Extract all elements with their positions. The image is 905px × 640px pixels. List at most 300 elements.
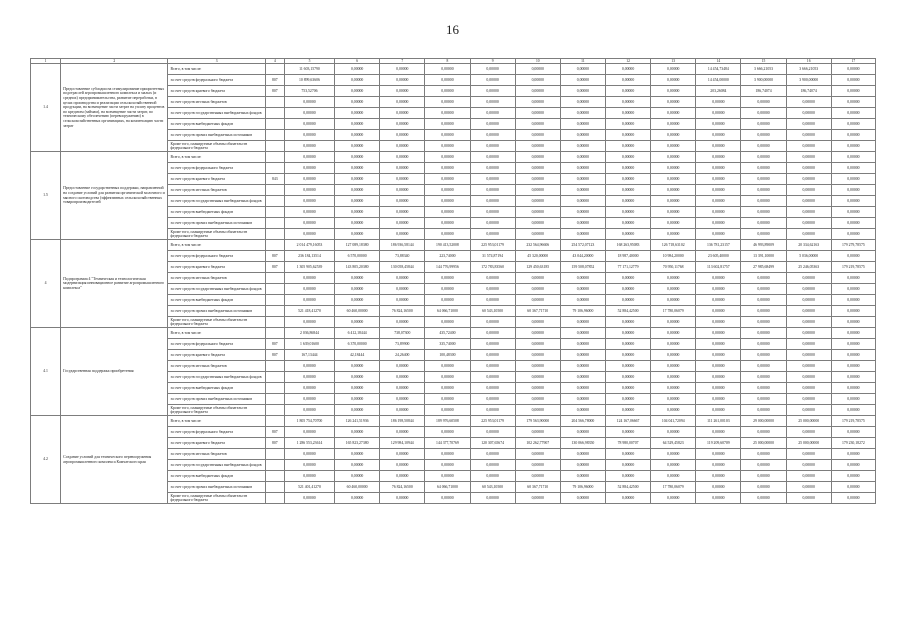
amount-cell: 232 564,96606 (515, 240, 560, 251)
budget-code (265, 119, 284, 130)
amount-cell: 0,00000 (741, 328, 786, 339)
amount-cell: 60 543,10500 (470, 482, 515, 493)
amount-cell: 0,00000 (380, 97, 425, 108)
amount-cell: 0,00000 (831, 372, 875, 383)
amount-cell: 6 570,00000 (335, 251, 380, 262)
column-header: 15 (741, 59, 786, 64)
amount-cell: 0,00000 (696, 97, 741, 108)
amount-cell: 0,00000 (284, 130, 334, 141)
amount-cell: 6 370,00000 (335, 339, 380, 350)
funding-source: Кроме того, планируемые объемы обязательств федерального бюджета (168, 141, 265, 152)
budget-code (265, 383, 284, 394)
funding-source: за счет средств краевого бюджета (168, 86, 265, 97)
amount-cell: 0,00000 (284, 163, 334, 174)
amount-cell: 0,00000 (380, 130, 425, 141)
amount-cell: 0,00000 (605, 460, 650, 471)
amount-cell: 0,00000 (696, 493, 741, 504)
amount-cell: 0,00000 (425, 383, 470, 394)
amount-cell: 0,00000 (284, 185, 334, 196)
amount-cell: 0,00000 (470, 185, 515, 196)
amount-cell: 0,00000 (284, 273, 334, 284)
amount-cell: 3 900,00000 (741, 75, 786, 86)
amount-cell: 0,00000 (425, 75, 470, 86)
amount-cell: 0,00000 (605, 130, 650, 141)
column-header: 4 (265, 59, 284, 64)
amount-cell: 0,00000 (515, 185, 560, 196)
amount-cell: 0,00000 (831, 108, 875, 119)
amount-cell: 0,00000 (786, 97, 831, 108)
amount-cell: 0,00000 (651, 405, 696, 416)
amount-cell: 0,00000 (786, 185, 831, 196)
amount-cell: 0,00000 (380, 405, 425, 416)
amount-cell: 0,00000 (380, 493, 425, 504)
amount-cell: 0,00000 (651, 493, 696, 504)
amount-cell: 0,00000 (560, 130, 605, 141)
amount-cell: 3 900,00000 (786, 75, 831, 86)
amount-cell: 17 780,06079 (651, 306, 696, 317)
amount-cell: 0,00000 (380, 218, 425, 229)
amount-cell: 0,00000 (651, 152, 696, 163)
funding-source: за счет средств внебюджетных фондов (168, 295, 265, 306)
amount-cell: 0,00000 (335, 295, 380, 306)
amount-cell: 43 044,20000 (560, 251, 605, 262)
amount-cell: 179 563,90000 (515, 416, 560, 427)
funding-source: за счет средств краевого бюджета (168, 350, 265, 361)
amount-cell: 0,00000 (470, 64, 515, 75)
budget-code (265, 471, 284, 482)
amount-cell: 0,00000 (696, 163, 741, 174)
amount-cell: 0,00000 (335, 207, 380, 218)
amount-cell: 0,00000 (335, 119, 380, 130)
budget-code (265, 284, 284, 295)
budget-code (265, 493, 284, 504)
budget-code (265, 218, 284, 229)
amount-cell: 0,00000 (380, 372, 425, 383)
amount-cell: 0,00000 (786, 394, 831, 405)
section-name: Создание условий для технического перевооружения агропромышленного комплекса Камчатского края (61, 416, 168, 504)
amount-cell: 0,00000 (696, 141, 741, 152)
amount-cell: 0,00000 (831, 482, 875, 493)
amount-cell: 0,00000 (741, 471, 786, 482)
amount-cell: 29 000,00000 (741, 416, 786, 427)
amount-cell: 0,00000 (335, 141, 380, 152)
amount-cell: 0,00000 (380, 361, 425, 372)
amount-cell: 186,74074 (786, 86, 831, 97)
amount-cell: 0,00000 (470, 108, 515, 119)
amount-cell: 0,00000 (605, 317, 650, 328)
amount-cell: 0,00000 (560, 152, 605, 163)
column-header: 1 (31, 59, 61, 64)
amount-cell: 0,00000 (831, 460, 875, 471)
amount-cell: 0,00000 (786, 482, 831, 493)
amount-cell: 76 824,16500 (380, 306, 425, 317)
amount-cell: 0,00000 (515, 427, 560, 438)
amount-cell: 0,00000 (335, 97, 380, 108)
amount-cell: 0,00000 (470, 328, 515, 339)
amount-cell: 0,00000 (284, 317, 334, 328)
amount-cell: 0,00000 (696, 295, 741, 306)
amount-cell: 0,00000 (515, 372, 560, 383)
amount-cell: 25 246,05363 (786, 262, 831, 273)
amount-cell: 0,00000 (425, 163, 470, 174)
amount-cell: 0,00000 (651, 295, 696, 306)
funding-source: Кроме того, планируемые объемы обязательств федерального бюджета (168, 229, 265, 240)
amount-cell: 0,00000 (786, 284, 831, 295)
amount-cell: 31 574,87194 (470, 251, 515, 262)
amount-cell: 0,00000 (786, 372, 831, 383)
amount-cell: 0,00000 (560, 339, 605, 350)
budget-code (265, 229, 284, 240)
amount-cell: 0,00000 (696, 174, 741, 185)
amount-cell: 3 666,21053 (786, 64, 831, 75)
amount-cell: 1 305 905,62539 (284, 262, 334, 273)
amount-cell: 0,00000 (425, 471, 470, 482)
amount-cell: 23 605,40000 (696, 251, 741, 262)
amount-cell: 0,00000 (335, 229, 380, 240)
amount-cell: 0,00000 (831, 273, 875, 284)
amount-cell: 64 529,45823 (651, 438, 696, 449)
amount-cell: 0,00000 (335, 218, 380, 229)
amount-cell: 0,00000 (741, 207, 786, 218)
amount-cell: 129 984,10944 (380, 438, 425, 449)
amount-cell: 0,00000 (831, 130, 875, 141)
funding-source: за счет средств краевого бюджета (168, 438, 265, 449)
amount-cell: 0,00000 (284, 394, 334, 405)
budget-code (265, 163, 284, 174)
amount-cell: 0,00000 (515, 86, 560, 97)
amount-cell: 60 543,10500 (470, 306, 515, 317)
amount-cell: 5 036,00000 (786, 251, 831, 262)
budget-code (265, 361, 284, 372)
amount-cell: 0,00000 (605, 471, 650, 482)
amount-cell: 0,00000 (605, 207, 650, 218)
amount-cell: 0,00000 (786, 328, 831, 339)
amount-cell: 27 985,68499 (741, 262, 786, 273)
funding-source: за счет средств внебюджетных фондов (168, 471, 265, 482)
amount-cell: 0,00000 (515, 405, 560, 416)
amount-cell: 0,00000 (470, 152, 515, 163)
amount-cell: 0,00000 (786, 361, 831, 372)
amount-cell: 0,00000 (425, 372, 470, 383)
amount-cell: 0,00000 (515, 64, 560, 75)
amount-cell: 0,00000 (380, 207, 425, 218)
amount-cell: 0,00000 (696, 130, 741, 141)
amount-cell: 100,48300 (425, 350, 470, 361)
amount-cell: 0,00000 (741, 372, 786, 383)
amount-cell: 0,00000 (696, 350, 741, 361)
amount-cell: 0,00000 (560, 207, 605, 218)
funding-source: за счет средств местных бюджетов (168, 449, 265, 460)
amount-cell: 0,00000 (470, 405, 515, 416)
amount-cell: 0,00000 (605, 108, 650, 119)
amount-cell: 0,00000 (786, 339, 831, 350)
budget-code (265, 130, 284, 141)
amount-cell: 3 666,21053 (741, 64, 786, 75)
amount-cell: 127 089,18380 (335, 240, 380, 251)
table-row (31, 64, 876, 75)
amount-cell: 0,00000 (651, 119, 696, 130)
amount-cell: 0,00000 (741, 306, 786, 317)
amount-cell: 0,00000 (515, 460, 560, 471)
amount-cell: 0,00000 (515, 350, 560, 361)
amount-cell: 119 209,60709 (696, 438, 741, 449)
amount-cell: 0,00000 (831, 152, 875, 163)
amount-cell: 189 976,60508 (425, 416, 470, 427)
funding-source: за счет средств государственных внебюджетных фондов (168, 108, 265, 119)
amount-cell: 0,00000 (651, 64, 696, 75)
section-name: Предоставление государственных поддержки, направленной на создание условий для развития органической молочного и мясного скотоводства (эффективных сельскохозяйственных товаропроизводителей (61, 152, 168, 240)
amount-cell: 102 262,77907 (515, 438, 560, 449)
amount-cell: 0,00000 (425, 317, 470, 328)
amount-cell: 0,00000 (831, 394, 875, 405)
section-name: Предоставление субсидии на стимулирование приоритетных подотраслей агропромышленного комплекса и малых (и средних) предпринимательства, развитие переработки, в целях производства и реализации сельскохозяйственной продукции, на возмещение части затрат на уплату процентов по кредитам (займам), на возмещение части затрат, по техническому обеспечению (перевооружению) в сельскохозяйственных организациях, на компенсацию части затрат (61, 64, 168, 152)
amount-cell: 0,00000 (605, 284, 650, 295)
amount-cell: 0,00000 (425, 141, 470, 152)
amount-cell: 0,00000 (651, 460, 696, 471)
amount-cell: 0,00000 (470, 119, 515, 130)
amount-cell: 0,00000 (741, 196, 786, 207)
amount-cell: 0,00000 (425, 196, 470, 207)
budget-code (265, 416, 284, 427)
amount-cell: 0,00000 (425, 394, 470, 405)
amount-cell: 0,00000 (425, 185, 470, 196)
amount-cell: 144 377,70769 (425, 438, 470, 449)
amount-cell: 0,00000 (470, 449, 515, 460)
amount-cell: 0,00000 (380, 427, 425, 438)
amount-cell: 167,13444 (284, 350, 334, 361)
funding-source: за счет средств федерального бюджета (168, 427, 265, 438)
amount-cell: 0,00000 (605, 361, 650, 372)
amount-cell: 172 783,83560 (470, 262, 515, 273)
amount-cell: 129 450,63185 (515, 262, 560, 273)
column-header: 10 (515, 59, 560, 64)
amount-cell: 0,00000 (741, 119, 786, 130)
amount-cell: 0,00000 (284, 383, 334, 394)
funding-source: Кроме того, планируемые объемы обязательств федерального бюджета (168, 405, 265, 416)
amount-cell: 0,00000 (696, 152, 741, 163)
amount-cell: 0,00000 (831, 75, 875, 86)
amount-cell: 0,00000 (380, 229, 425, 240)
amount-cell: 0,00000 (831, 196, 875, 207)
table-body (31, 59, 876, 504)
amount-cell: 0,00000 (425, 64, 470, 75)
budget-code (265, 152, 284, 163)
amount-cell: 0,00000 (470, 460, 515, 471)
funding-source: за счет средств федерального бюджета (168, 251, 265, 262)
funding-source: за счет средств внебюджетных фондов (168, 119, 265, 130)
amount-cell: 0,00000 (470, 339, 515, 350)
amount-cell: 0,00000 (741, 108, 786, 119)
amount-cell: 79 106,96000 (560, 306, 605, 317)
amount-cell: 0,00000 (831, 119, 875, 130)
amount-cell: 521 418,41270 (284, 306, 334, 317)
amount-cell: 0,00000 (696, 394, 741, 405)
amount-cell: 0,00000 (831, 383, 875, 394)
amount-cell: 1 639,01600 (284, 339, 334, 350)
budget-code (265, 317, 284, 328)
amount-cell: 0,00000 (605, 218, 650, 229)
funding-source: за счет средств прочих внебюджетных источников (168, 482, 265, 493)
amount-cell: 0,00000 (831, 317, 875, 328)
amount-cell: 0,00000 (284, 493, 334, 504)
amount-cell: 0,00000 (470, 75, 515, 86)
amount-cell: 0,00000 (741, 295, 786, 306)
amount-cell: 0,00000 (515, 196, 560, 207)
amount-cell: 0,00000 (470, 163, 515, 174)
amount-cell: 0,00000 (651, 284, 696, 295)
amount-cell: 0,00000 (515, 119, 560, 130)
funding-source: за счет средств прочих внебюджетных источников (168, 130, 265, 141)
column-header: 3 (168, 59, 265, 64)
amount-cell: 6 412,18444 (335, 328, 380, 339)
amount-cell: 0,00000 (515, 130, 560, 141)
amount-cell: 0,00000 (741, 460, 786, 471)
amount-cell: 203,26084 (696, 86, 741, 97)
amount-cell: 0,00000 (831, 86, 875, 97)
amount-cell: 0,00000 (786, 383, 831, 394)
amount-cell: 0,00000 (605, 185, 650, 196)
budget-code (265, 64, 284, 75)
amount-cell: 113 602,81757 (696, 262, 741, 273)
amount-cell: 0,00000 (335, 427, 380, 438)
amount-cell: 0,00000 (560, 460, 605, 471)
budget-code (265, 328, 284, 339)
amount-cell: 0,00000 (605, 163, 650, 174)
amount-cell: 0,00000 (786, 449, 831, 460)
amount-cell: 78 980,00707 (605, 438, 650, 449)
amount-cell: 0,00000 (831, 207, 875, 218)
amount-cell: 0,00000 (515, 383, 560, 394)
funding-source: за счет средств местных бюджетов (168, 97, 265, 108)
amount-cell: 70 950,11768 (651, 262, 696, 273)
amount-cell: 0,00000 (284, 284, 334, 295)
amount-cell: 0,00000 (831, 64, 875, 75)
amount-cell: 0,00000 (605, 383, 650, 394)
amount-cell: 0,00000 (515, 273, 560, 284)
amount-cell: 435,72400 (425, 328, 470, 339)
amount-cell: 0,00000 (741, 427, 786, 438)
amount-cell: 0,00000 (515, 361, 560, 372)
amount-cell: 0,00000 (284, 372, 334, 383)
amount-cell: 0,00000 (651, 394, 696, 405)
amount-cell: 0,00000 (786, 471, 831, 482)
amount-cell: 225 953,01179 (470, 416, 515, 427)
amount-cell: 0,00000 (651, 108, 696, 119)
amount-cell: 0,00000 (380, 163, 425, 174)
amount-cell: 46 993,89009 (741, 240, 786, 251)
amount-cell: 0,00000 (470, 86, 515, 97)
amount-cell: 0,00000 (651, 141, 696, 152)
amount-cell: 0,00000 (696, 361, 741, 372)
amount-cell: 0,00000 (605, 493, 650, 504)
column-header: 17 (831, 59, 875, 64)
budget-code: 843 (265, 174, 284, 185)
amount-cell: 738,07300 (380, 328, 425, 339)
amount-cell: 0,00000 (651, 229, 696, 240)
amount-cell: 0,00000 (696, 218, 741, 229)
amount-cell: 0,00000 (515, 141, 560, 152)
amount-cell: 18 987,40000 (605, 251, 650, 262)
amount-cell: 0,00000 (605, 64, 650, 75)
amount-cell: 0,00000 (741, 339, 786, 350)
funding-source: Всего, в том числе: (168, 416, 265, 427)
funding-source: за счет средств прочих внебюджетных источников (168, 306, 265, 317)
amount-cell: 0,00000 (786, 174, 831, 185)
amount-cell: 0,00000 (786, 119, 831, 130)
column-header: 9 (470, 59, 515, 64)
funding-source: за счет средств прочих внебюджетных источников (168, 394, 265, 405)
amount-cell: 10 899,63606 (284, 75, 334, 86)
amount-cell: 0,00000 (560, 427, 605, 438)
column-header: 14 (696, 59, 741, 64)
amount-cell: 0,00000 (284, 141, 334, 152)
amount-cell: 0,00000 (335, 493, 380, 504)
amount-cell: 0,00000 (831, 295, 875, 306)
amount-cell: 0,00000 (605, 229, 650, 240)
amount-cell: 76 824,16500 (380, 482, 425, 493)
funding-source: за счет средств внебюджетных фондов (168, 207, 265, 218)
amount-cell: 0,00000 (560, 471, 605, 482)
amount-cell: 204 566,78000 (560, 416, 605, 427)
amount-cell: 0,00000 (335, 130, 380, 141)
amount-cell: 0,00000 (696, 108, 741, 119)
amount-cell: 0,00000 (380, 317, 425, 328)
amount-cell: 0,00000 (605, 75, 650, 86)
amount-cell: 0,00000 (605, 141, 650, 152)
amount-cell: 0,00000 (786, 229, 831, 240)
amount-cell: 0,00000 (741, 97, 786, 108)
amount-cell: 0,00000 (335, 174, 380, 185)
amount-cell: 0,00000 (515, 75, 560, 86)
amount-cell: 0,00000 (741, 449, 786, 460)
budget-code (265, 460, 284, 471)
column-header: 6 (335, 59, 380, 64)
amount-cell: 0,00000 (786, 130, 831, 141)
budget-code (265, 97, 284, 108)
amount-cell: 0,00000 (515, 207, 560, 218)
amount-cell: 0,00000 (786, 141, 831, 152)
funding-source: за счет средств местных бюджетов (168, 185, 265, 196)
amount-cell: 0,00000 (335, 64, 380, 75)
amount-cell: 225 953,01179 (470, 240, 515, 251)
amount-cell: 0,00000 (380, 64, 425, 75)
amount-cell: 0,00000 (515, 152, 560, 163)
amount-cell: 0,00000 (335, 361, 380, 372)
amount-cell: 73,89900 (380, 339, 425, 350)
amount-cell: 0,00000 (831, 449, 875, 460)
amount-cell: 0,00000 (560, 141, 605, 152)
column-header: 8 (425, 59, 470, 64)
amount-cell: 0,00000 (605, 328, 650, 339)
amount-cell: 0,00000 (786, 273, 831, 284)
amount-cell: 20 334,62163 (786, 240, 831, 251)
amount-cell: 0,00000 (786, 427, 831, 438)
amount-cell: 14 454,73484 (696, 64, 741, 75)
amount-cell: 0,00000 (380, 471, 425, 482)
amount-cell: 0,00000 (696, 471, 741, 482)
amount-cell: 0,00000 (696, 317, 741, 328)
amount-cell: 0,00000 (515, 218, 560, 229)
amount-cell: 0,00000 (515, 449, 560, 460)
amount-cell: 60 367,71710 (515, 482, 560, 493)
amount-cell: 0,00000 (741, 174, 786, 185)
amount-cell: 0,00000 (831, 350, 875, 361)
amount-cell: 0,00000 (696, 328, 741, 339)
amount-cell: 0,00000 (696, 427, 741, 438)
amount-cell: 0,00000 (470, 174, 515, 185)
amount-cell: 0,00000 (380, 108, 425, 119)
amount-cell: 0,00000 (560, 328, 605, 339)
